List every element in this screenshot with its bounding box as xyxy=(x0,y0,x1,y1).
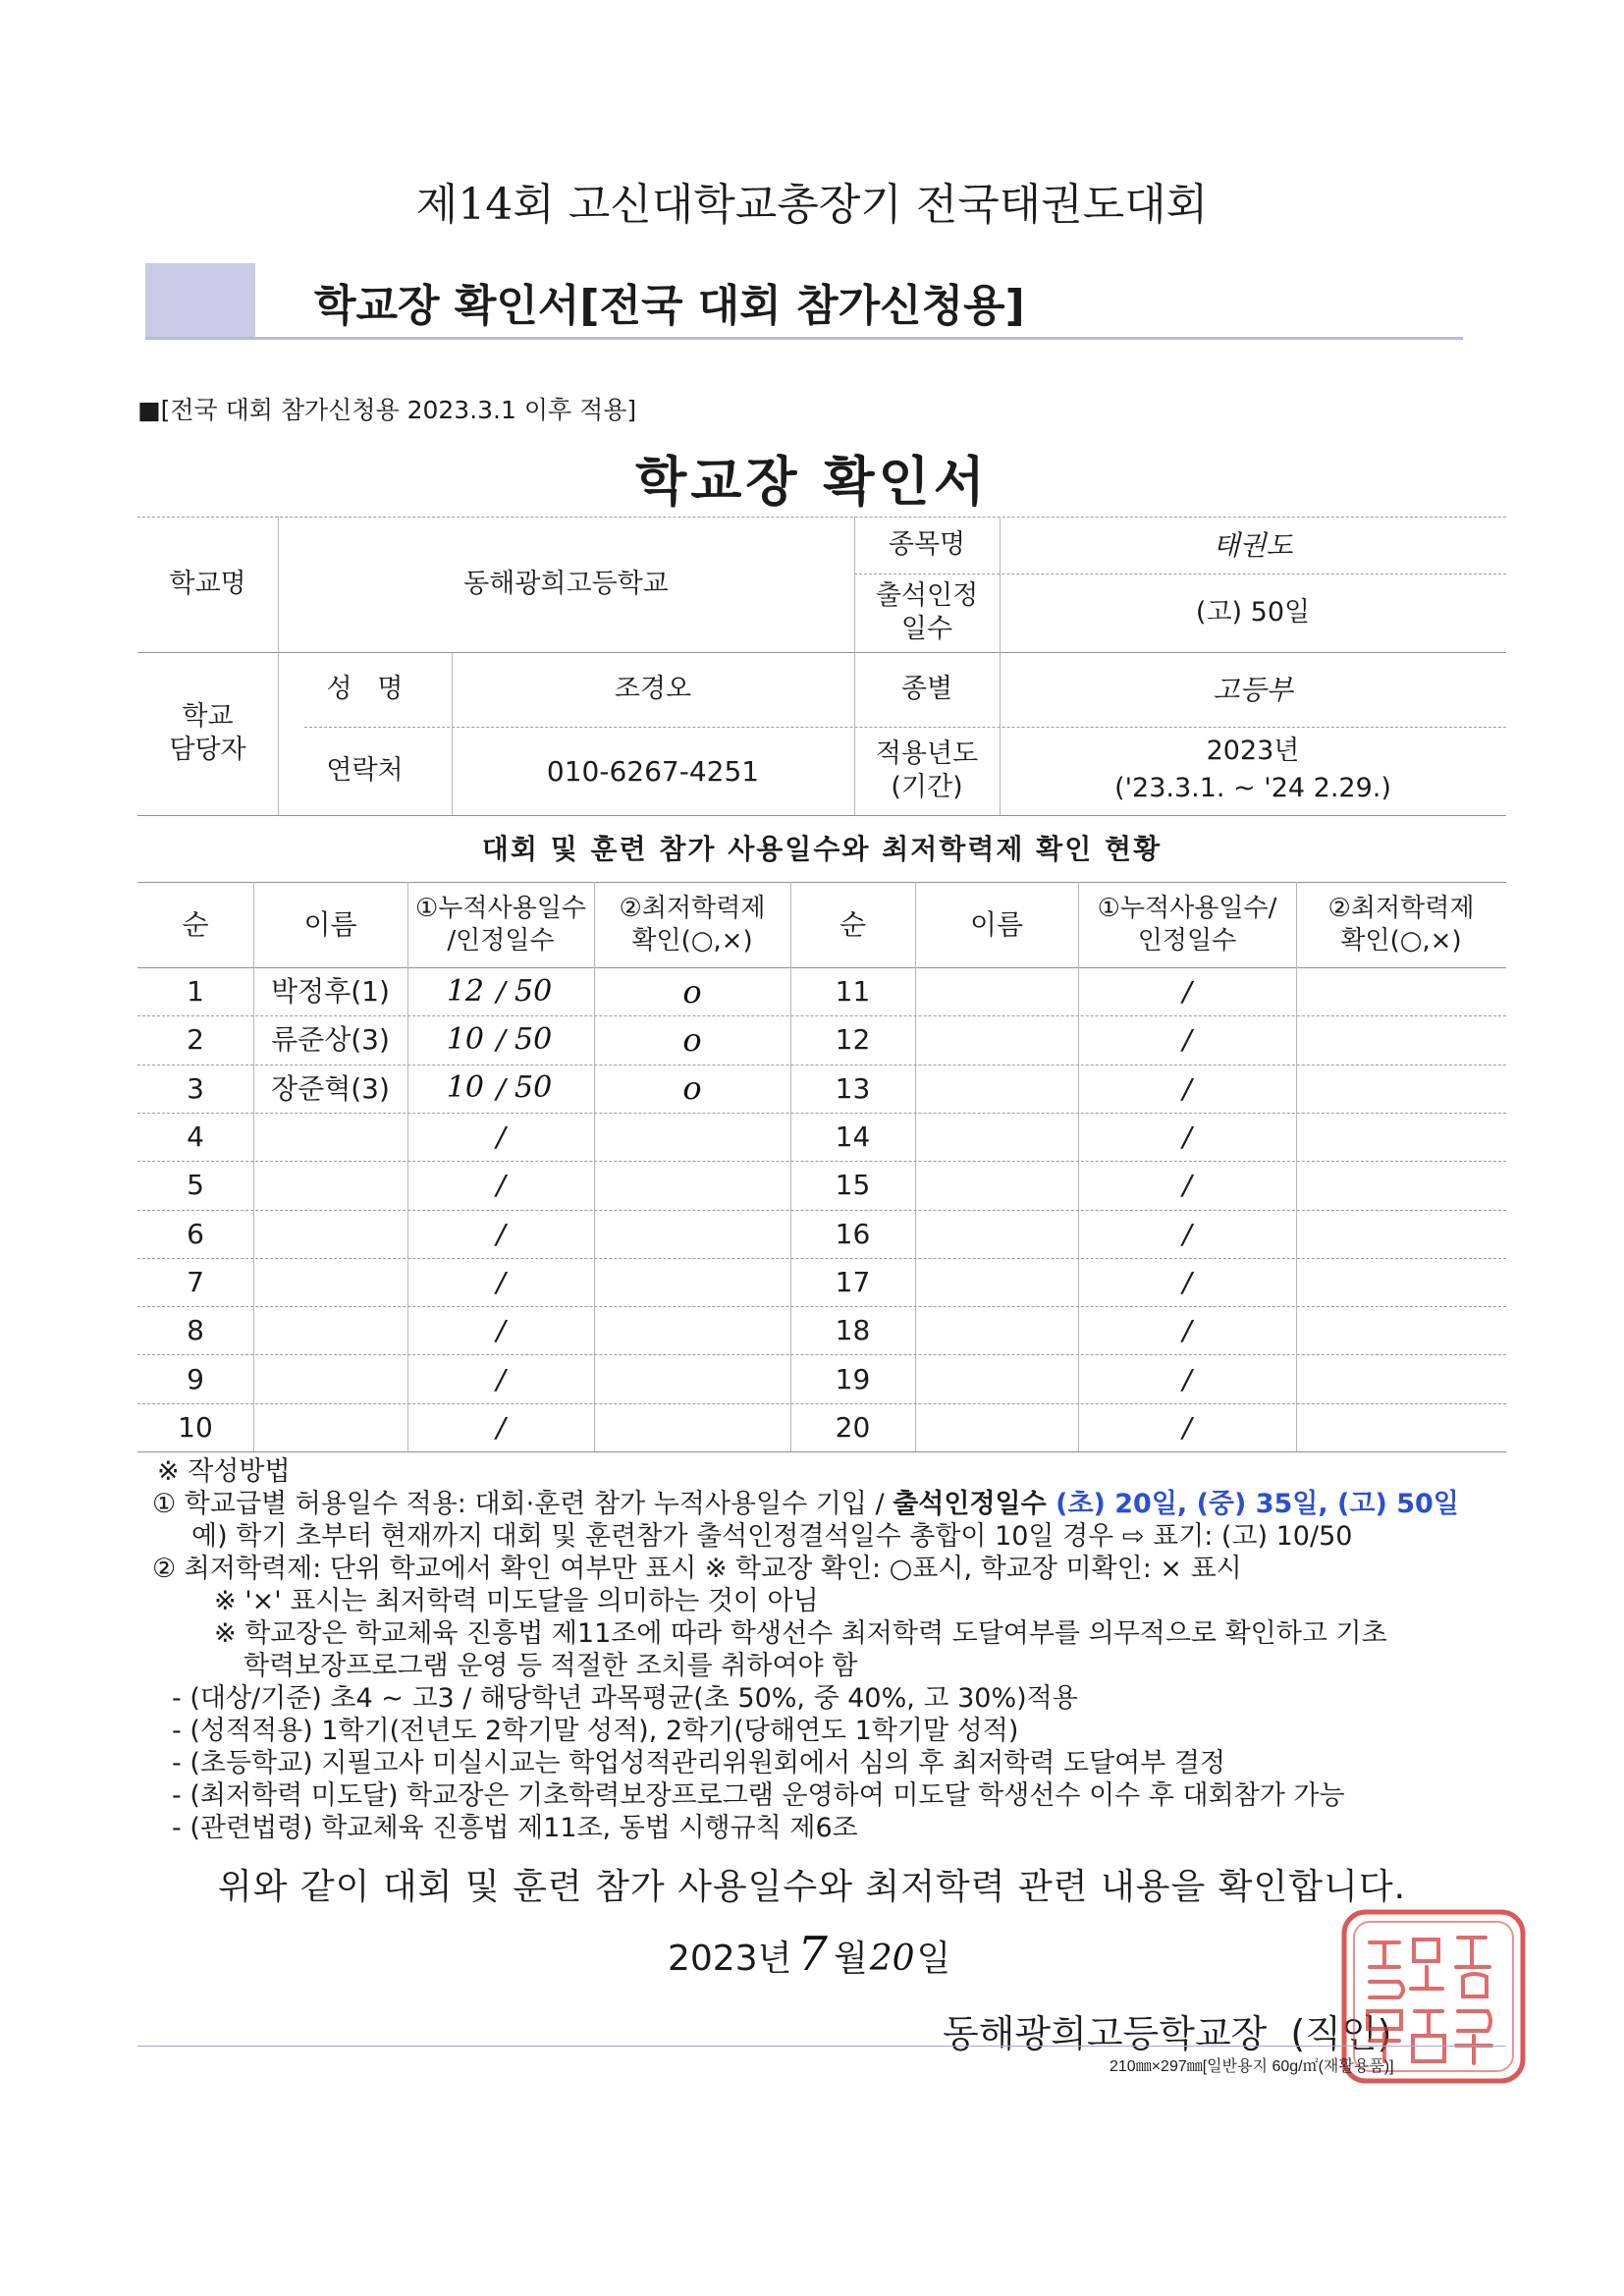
header-band xyxy=(145,263,255,340)
row-seq-right: 18 xyxy=(835,1314,871,1347)
status-title: 대회 및 훈련 참가 사용일수와 최저학력제 확인 현황 xyxy=(481,833,1163,865)
row-seq-right: 17 xyxy=(835,1265,871,1298)
row-slash: / xyxy=(496,1071,506,1105)
row-seq-right: 12 xyxy=(835,1023,871,1057)
contact-label: 연락처 xyxy=(326,755,404,787)
row-slash-right: / xyxy=(1182,975,1192,1009)
attendance-value: (고) 50일 xyxy=(1195,597,1311,629)
name-value: 조경오 xyxy=(614,674,692,705)
note-detail-1: - (대상/기준) 초4 ~ 고3 / 해당학년 과목평균(초 50%, 중 40%, 고 30%)적용 xyxy=(172,1683,1078,1714)
row-allowed xyxy=(514,1258,583,1306)
row-slash: / xyxy=(496,1169,506,1202)
row-name xyxy=(253,1161,407,1209)
row-seq-right: 14 xyxy=(835,1121,871,1154)
row-slash-right: / xyxy=(1182,1362,1192,1395)
row-used xyxy=(407,1354,484,1402)
seal-label: (직인) xyxy=(1290,2012,1392,2055)
note-1-example: 예) 학기 초부터 현재까지 대회 및 훈련참가 출석인정결석일수 총합이 10일 경우 ⇨ 표기: (고) 10/50 xyxy=(191,1521,1353,1552)
division-label: 종별 xyxy=(900,674,953,705)
row-name xyxy=(253,1306,407,1354)
row-name xyxy=(253,1403,407,1451)
date-month-label: 월 xyxy=(833,1939,868,1979)
principal-name: 동해광희고등학교장 xyxy=(943,2012,1268,2055)
event-value: 태권도 xyxy=(1213,528,1293,562)
form-title: 학교장 확인서 xyxy=(635,451,989,513)
note-1-blue: (초) 20일, (중) 35일, (고) 50일 xyxy=(1046,1489,1459,1519)
row-slash-right: / xyxy=(1182,1217,1192,1250)
row-allowed xyxy=(514,1161,583,1209)
note-1 xyxy=(152,1488,1459,1520)
row-allowed xyxy=(514,1354,583,1402)
col-header-days-right: ①누적사용일수/ 인정일수 xyxy=(1097,894,1277,956)
row-seq: 7 xyxy=(187,1265,204,1298)
row-slash: / xyxy=(496,1410,506,1444)
row-slash: / xyxy=(496,1217,506,1250)
event-title: 제14회 고신대학교총장기 전국태권도대회 xyxy=(415,180,1209,230)
row-used xyxy=(407,1113,484,1161)
attendance-label: 출석인정 일수 xyxy=(875,580,979,644)
row-used xyxy=(407,1210,484,1258)
row-used xyxy=(407,1306,484,1354)
note-detail-4: - (최저학력 미도달) 학교장은 기초학력보장프로그램 운영하여 미도달 학생선수 이수 후 대회참가 가능 xyxy=(172,1780,1345,1811)
row-name xyxy=(253,1210,407,1258)
note-1-prefix: ① 학교급별 허용일수 적용: 대회·훈련 참가 누적사용일수 기입 / xyxy=(152,1489,893,1519)
row-name: 류준상(3) xyxy=(271,1023,390,1057)
date-line xyxy=(668,1927,950,1982)
row-check xyxy=(594,1403,790,1451)
col-header-check-right: ②최저학력제 확인(○,×) xyxy=(1327,894,1475,956)
row-name xyxy=(253,1258,407,1306)
row-seq-right: 19 xyxy=(835,1362,871,1395)
row-seq: 9 xyxy=(187,1362,204,1395)
row-slash-right: / xyxy=(1182,1169,1192,1202)
row-allowed xyxy=(514,1210,583,1258)
row-slash-right: / xyxy=(1182,1410,1192,1444)
row-name: 박정후(1) xyxy=(271,975,390,1009)
col-header-seq: 순 xyxy=(182,908,209,941)
row-seq: 1 xyxy=(187,975,204,1009)
note-1-bold: 출석인정일수 xyxy=(893,1489,1047,1519)
row-allowed: 50 xyxy=(514,1022,553,1058)
note-2-b2: 학력보장프로그램 운영 등 적절한 조치를 취하여야 함 xyxy=(244,1651,858,1681)
col-header-seq-right: 순 xyxy=(839,908,867,941)
row-slash: / xyxy=(496,1121,506,1154)
name-label: 성 명 xyxy=(326,674,404,705)
row-name xyxy=(253,1113,407,1161)
row-used: 10 xyxy=(446,1022,484,1058)
row-seq: 4 xyxy=(187,1121,204,1154)
row-seq: 5 xyxy=(187,1169,204,1202)
year-value: 2023년 xyxy=(1206,736,1300,766)
notice-line: ■[전국 대회 참가신청용 2023.3.1 이후 적용] xyxy=(137,396,637,424)
row-slash-right: / xyxy=(1182,1314,1192,1347)
note-2-a: ※ '×' 표시는 최저학력 미도달을 의미하는 것이 아님 xyxy=(214,1586,819,1616)
col-header-name: 이름 xyxy=(303,908,357,941)
row-slash-right: / xyxy=(1182,1265,1192,1298)
row-used xyxy=(407,1403,484,1451)
row-allowed xyxy=(514,1113,583,1161)
school-label: 학교명 xyxy=(169,569,246,600)
row-seq-right: 13 xyxy=(835,1071,871,1105)
row-seq: 6 xyxy=(187,1217,204,1250)
row-seq: 2 xyxy=(187,1023,204,1057)
notes-heading: ※ 작성방법 xyxy=(157,1456,291,1487)
date-day-hand: 20 xyxy=(869,1939,915,1979)
row-name: 장준혁(3) xyxy=(271,1071,390,1105)
col-header-check: ②최저학력제 확인(○,×) xyxy=(619,894,766,956)
row-seq-right: 20 xyxy=(835,1410,871,1444)
row-slash: / xyxy=(496,1314,506,1347)
row-allowed xyxy=(514,1306,583,1354)
row-allowed: 50 xyxy=(514,1070,553,1106)
row-allowed: 50 xyxy=(514,973,553,1009)
note-detail-5: - (관련법령) 학교체육 진흥법 제11조, 동법 시행규칙 제6조 xyxy=(172,1813,858,1843)
row-seq: 10 xyxy=(178,1410,213,1444)
row-used: 12 xyxy=(446,973,484,1009)
row-check xyxy=(594,1161,790,1209)
row-slash: / xyxy=(496,1362,506,1395)
event-label: 종목명 xyxy=(888,529,966,561)
footer-divider xyxy=(137,2046,1506,2047)
date-day-label: 일 xyxy=(916,1939,951,1979)
row-seq: 3 xyxy=(187,1071,204,1105)
year-cell xyxy=(1000,727,1506,815)
note-2: ② 최저학력제: 단위 학교에서 확인 여부만 표시 ※ 학교장 확인: ○표시, 학교장 미확인: × 표시 xyxy=(152,1554,1242,1584)
year-label: 적용년도 (기간) xyxy=(875,738,979,802)
row-check xyxy=(594,1258,790,1306)
note-detail-3: - (초등학교) 지필고사 미실시교는 학업성적관리위원회에서 심의 후 최저학력 도달여부 결정 xyxy=(172,1748,1226,1778)
footer-spec: 210㎜×297㎜[일반용지 60g/㎡(재활용품)] xyxy=(1110,2058,1394,2075)
note-detail-2: - (성적적용) 1학기(전년도 2학기말 성적), 2학기(당해연도 1학기말 성적) xyxy=(172,1716,1019,1746)
row-seq-right: 11 xyxy=(835,975,871,1009)
row-check xyxy=(594,1113,790,1161)
row-used xyxy=(407,1161,484,1209)
row-slash-right: / xyxy=(1182,1071,1192,1105)
row-slash: / xyxy=(496,1023,506,1057)
row-used xyxy=(407,1258,484,1306)
col-header-days: ①누적사용일수 /인정일수 xyxy=(414,894,586,956)
row-used: 10 xyxy=(446,1070,484,1106)
principal-line xyxy=(943,2003,1391,2057)
division-value: 고등부 xyxy=(1213,673,1293,706)
row-check: o xyxy=(682,1020,702,1059)
date-month-hand: 7 xyxy=(797,1927,828,1982)
row-seq-right: 15 xyxy=(835,1169,871,1202)
period-value: ('23.3.1. ~ '24 2.29.) xyxy=(1114,773,1391,803)
row-check xyxy=(594,1210,790,1258)
row-check: o xyxy=(682,1069,702,1108)
note-2-b1: ※ 학교장은 학교체육 진흥법 제11조에 따라 학생선수 최저학력 도달여부를 의무적으로 확인하고 기초 xyxy=(214,1618,1387,1649)
row-allowed xyxy=(514,1403,583,1451)
school-value: 동해광희고등학교 xyxy=(463,569,669,600)
row-slash: / xyxy=(496,1265,506,1298)
row-slash-right: / xyxy=(1182,1121,1192,1154)
manager-label: 학교 담당자 xyxy=(169,701,246,765)
col-header-name-right: 이름 xyxy=(969,908,1024,941)
row-slash: / xyxy=(496,975,506,1009)
row-name xyxy=(253,1354,407,1402)
date-year: 2023년 xyxy=(668,1939,792,1979)
doc-title: 학교장 확인서[전국 대회 참가신청용] xyxy=(314,281,1025,331)
row-seq: 8 xyxy=(187,1314,204,1347)
header-divider xyxy=(145,337,1463,340)
confirm-text: 위와 같이 대회 및 훈련 참가 사용일수와 최저학력 관련 내용을 확인합니다. xyxy=(217,1867,1407,1907)
contact-value: 010-6267-4251 xyxy=(546,754,760,788)
row-seq-right: 16 xyxy=(835,1217,871,1250)
row-check: o xyxy=(682,972,702,1011)
row-check xyxy=(594,1306,790,1354)
row-check xyxy=(594,1354,790,1402)
row-slash-right: / xyxy=(1182,1023,1192,1057)
